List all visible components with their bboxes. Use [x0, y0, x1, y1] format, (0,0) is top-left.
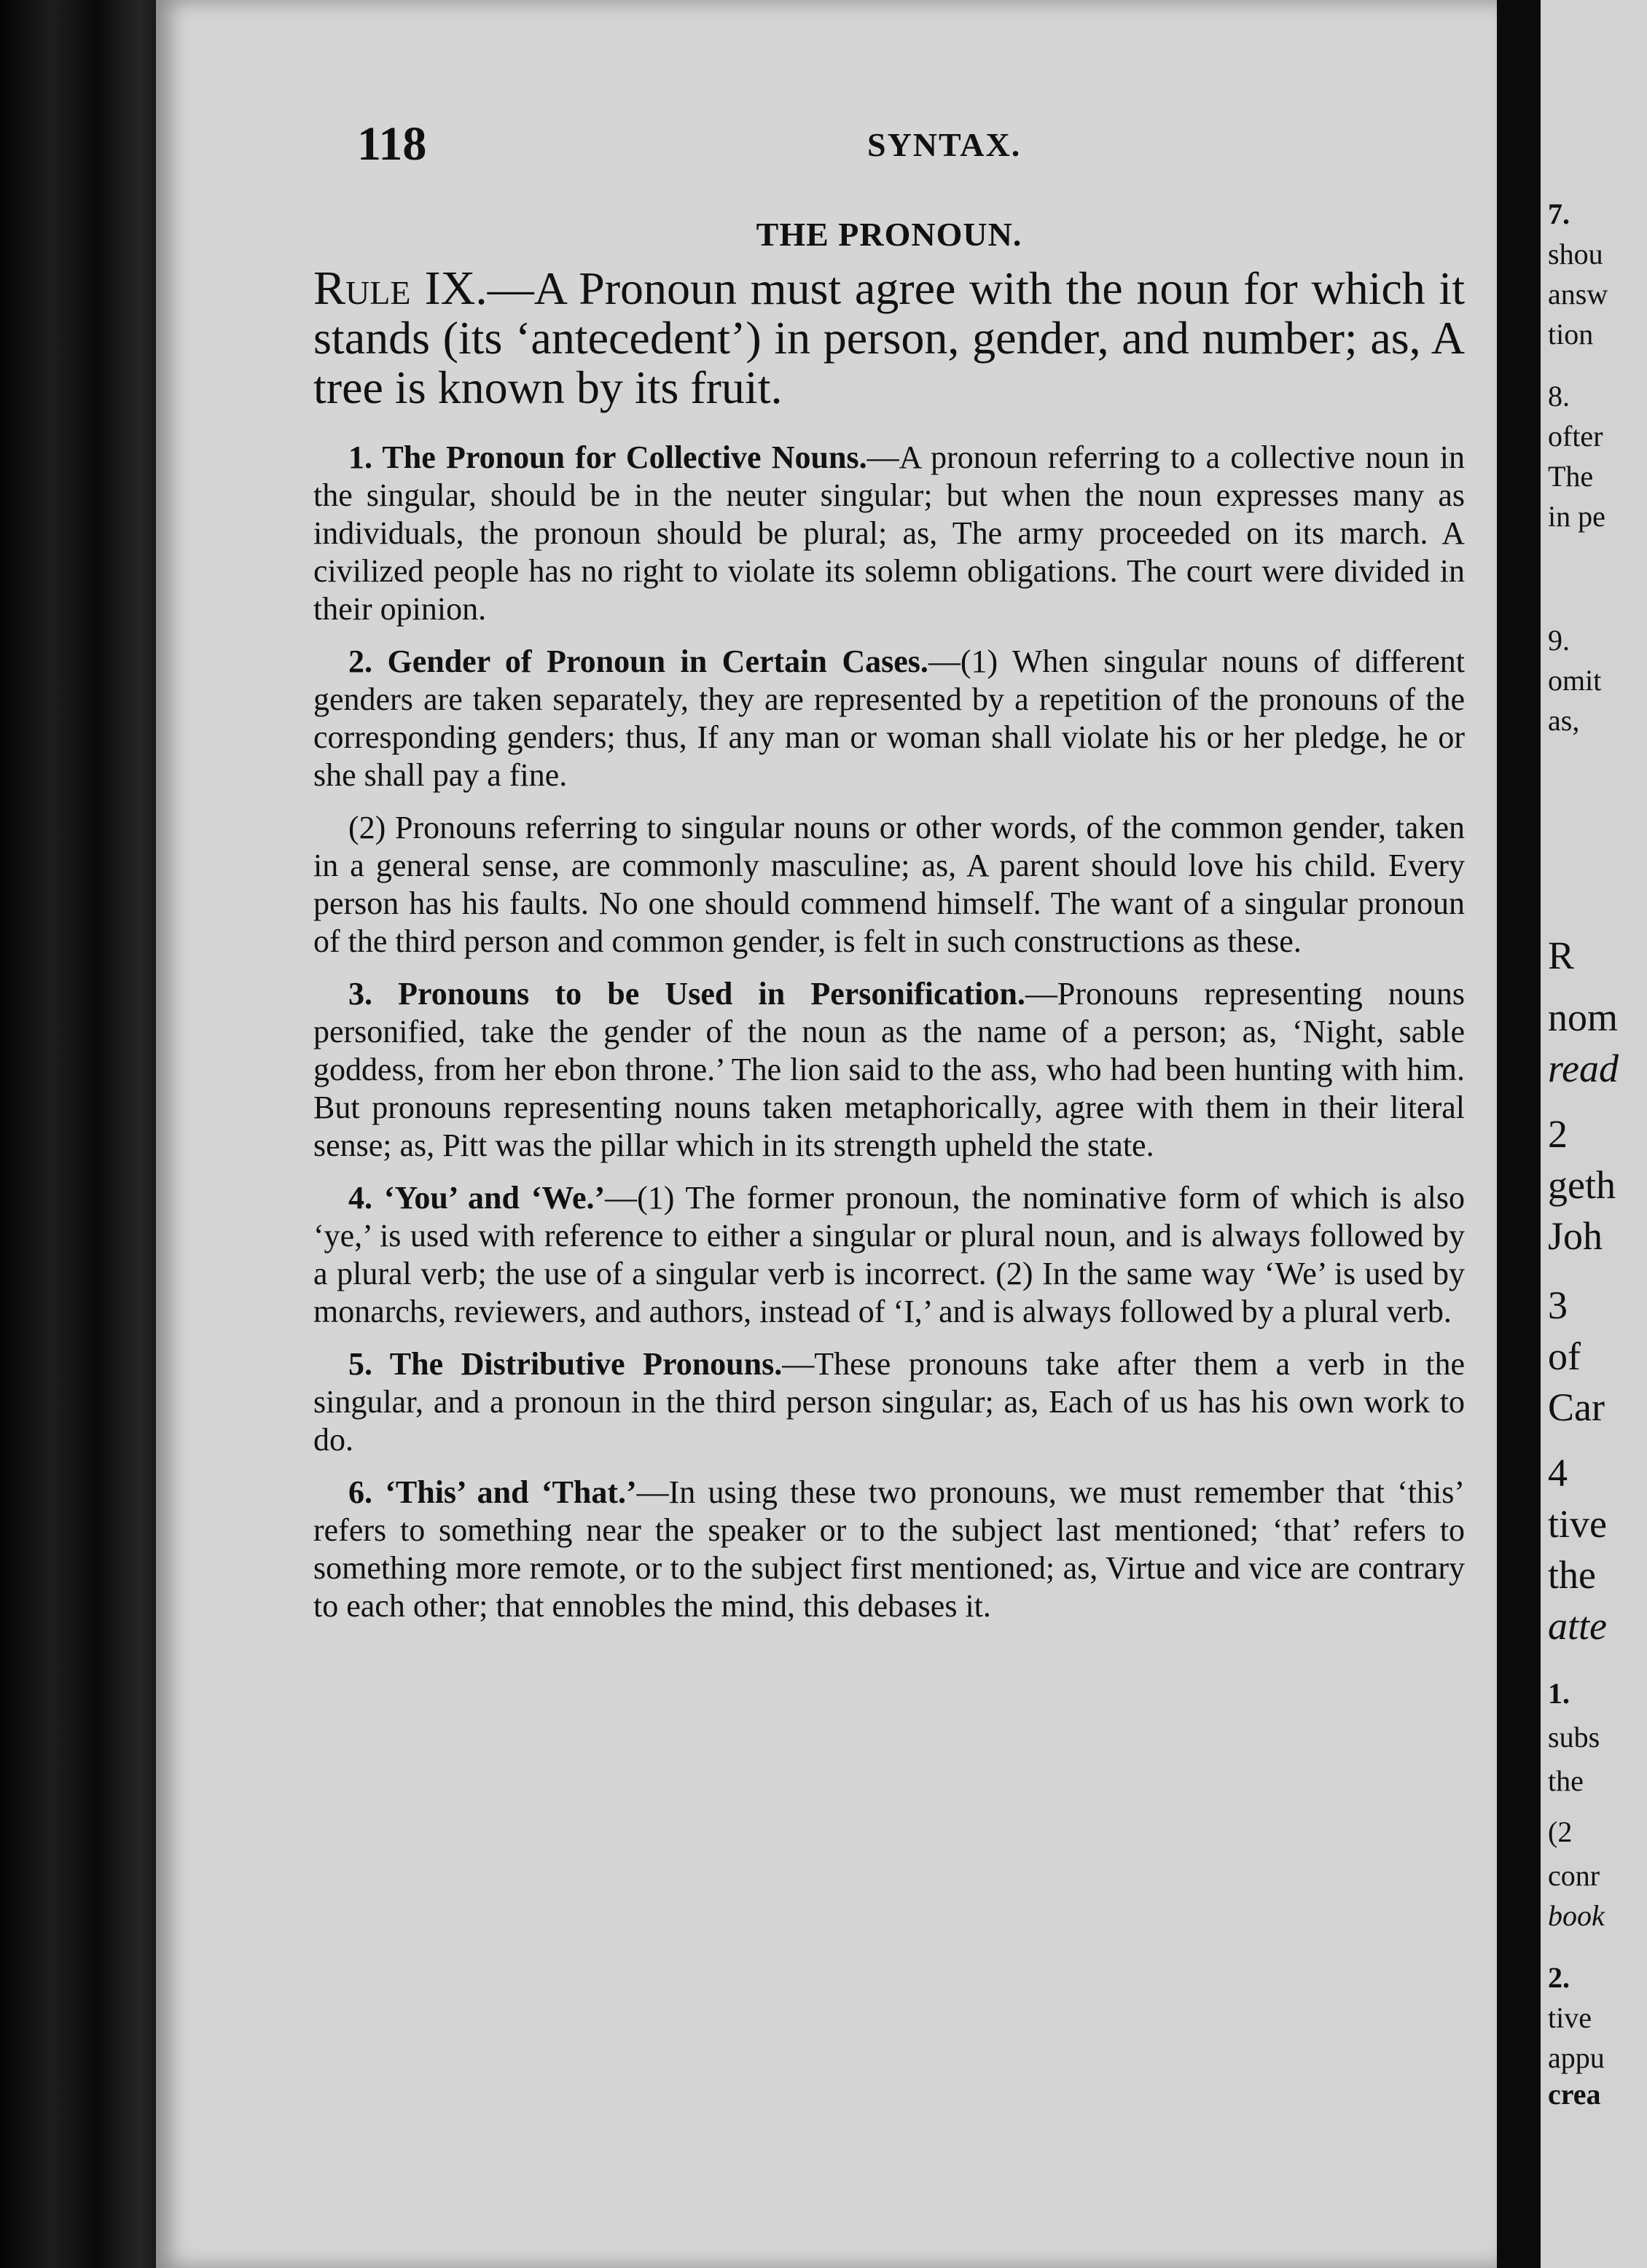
next-page-fragment: 2: [1548, 1112, 1568, 1156]
next-page-fragment: appu: [1548, 2041, 1605, 2074]
next-page-fragment: 9.: [1548, 624, 1570, 657]
next-page-fragment: subs: [1548, 1721, 1600, 1753]
next-page-fragment: read: [1548, 1047, 1619, 1090]
section-title: THE PRONOUN.: [756, 216, 1022, 253]
next-page-fragment: answ: [1548, 278, 1608, 310]
paragraph-collective-nouns: [313, 439, 1465, 628]
paragraph-personification: [313, 975, 1465, 1165]
paragraph-common-gender: [313, 809, 1465, 961]
page-header: [197, 117, 1465, 175]
next-page-fragment: nom: [1548, 996, 1619, 1039]
paragraph-text: —(1) When singular nouns of different genders are taken separately, they are represented by a repetition of the pronouns of the corresponding genders; thus, If any man or woman shall violate his or her pledge, he or she shall pay a fine.: [313, 644, 1465, 793]
paragraph-heading: 6. ‘This’ and ‘That.’: [348, 1474, 637, 1510]
next-page-fragment: geth: [1548, 1163, 1616, 1207]
paragraph-heading: 5. The Distributive Pronouns.: [348, 1346, 783, 1382]
paragraph-gender-of-pronoun: [313, 643, 1465, 794]
paragraph-text: —In using these two pronouns, we must remember that ‘this’ refers to something near the speaker or to the subject last mentioned; ‘that’ refers to something more remote, or to the subject first mentioned; as, Virtue and vice are contrary to each other; that ennobles the mind, this debases it.: [313, 1474, 1465, 1624]
next-page-fragment: atte: [1548, 1604, 1607, 1648]
next-page-fragment: 4: [1548, 1451, 1568, 1495]
next-page-fragment: of: [1548, 1334, 1581, 1378]
paragraph-text: —These pronouns take after them a verb in the singular, and a pronoun in the third person singular; as, Each of us has his own work to do.: [313, 1346, 1466, 1458]
next-page-fragment: omit: [1548, 664, 1602, 697]
next-page-fragment: (2: [1548, 1815, 1573, 1848]
page-gutter: [1497, 0, 1541, 2268]
next-page-fragment: Car: [1548, 1385, 1605, 1429]
next-page-fragment: crea: [1548, 2078, 1601, 2111]
next-page-fragment: 3: [1548, 1283, 1568, 1327]
next-page-fragment: tive: [1548, 2001, 1592, 2034]
next-page-fragment: book: [1548, 1899, 1605, 1932]
rule-ix: [313, 264, 1465, 412]
next-page-fragment: Joh: [1548, 1214, 1603, 1258]
paragraph-text: —Pronouns representing nouns personified, take the gender of the noun as the name of a person; as, ‘Night, sable goddess, from her ebon throne.’ The lion said to the ass, who had been hunting with him. But pronouns representing nouns taken metaphorically, agree with them in their literal sense; as, Pitt was the pillar which in its strength upheld the state.: [313, 976, 1465, 1163]
next-page-fragment: 8.: [1548, 380, 1570, 412]
adjacent-page-edge: [1541, 0, 1647, 2268]
next-page-fragment: in pe: [1548, 500, 1605, 533]
paragraph-you-and-we: [313, 1179, 1465, 1331]
page-number: 118: [357, 117, 427, 171]
paragraph-heading: 4. ‘You’ and ‘We.’: [348, 1180, 606, 1216]
next-page-fragment: tion: [1548, 318, 1594, 351]
next-page-fragment: shou: [1548, 238, 1603, 270]
rule-text: —A Pronoun must agree with the noun for which it stands (its ‘antecedent’) in person, gender, and number; as, A tree is known by its fruit.: [313, 262, 1465, 413]
rule-heading: Rule IX.: [313, 262, 488, 315]
paragraph-heading: 1. The Pronoun for Collective Nouns.: [348, 439, 867, 475]
page-content: [313, 215, 1465, 1640]
next-page-fragment: the: [1548, 1764, 1584, 1797]
next-page-fragment: 7.: [1548, 198, 1570, 230]
paragraph-text: —(1) The former pronoun, the nominative form of which is also ‘ye,’ is used with reference to either a singular or plural noun, and is always followed by a plural verb; the use of a singular verb is incorrect. (2) In the same way ‘We’ is used by monarchs, reviewers, and authors, instead of ‘I,’ and is always followed by a plural verb.: [313, 1180, 1465, 1329]
paragraph-this-and-that: [313, 1474, 1465, 1625]
paragraph-heading: 3. Pronouns to be Used in Personification.: [348, 976, 1025, 1012]
next-page-fragment: as,: [1548, 704, 1580, 737]
next-page-fragment: R: [1548, 934, 1575, 977]
next-page-fragment: conr: [1548, 1859, 1600, 1892]
next-page-fragment: 2.: [1548, 1961, 1570, 1994]
next-page-fragment: 1.: [1548, 1677, 1570, 1710]
book-binding: [0, 0, 175, 2268]
paragraph-distributive-pronouns: [313, 1345, 1465, 1459]
next-page-fragment: The: [1548, 460, 1594, 493]
paragraph-text: (2) Pronouns referring to singular nouns or other words, of the common gender, taken in a general sense, are commonly masculine; as, A parent should love his child. Every person has his faults. No one should commend himself. The want of a singular pronoun of the third person and common gender, is felt in such constructions as these.: [313, 810, 1465, 959]
next-page-fragment: the: [1548, 1553, 1596, 1597]
next-page-fragment: ofter: [1548, 420, 1603, 453]
paragraph-heading: 2. Gender of Pronoun in Certain Cases.: [348, 644, 928, 679]
running-title: SYNTAX.: [867, 126, 1022, 163]
paragraph-text: —A pronoun referring to a collective noun in the singular, should be in the neuter singular; but when the noun expresses many as individuals, the pronoun should be plural; as, The army proceeded on its march. A civilized people has no right to violate its solemn obligations. The court were divided in their opinion.: [313, 439, 1466, 627]
next-page-fragment: tive: [1548, 1502, 1607, 1546]
